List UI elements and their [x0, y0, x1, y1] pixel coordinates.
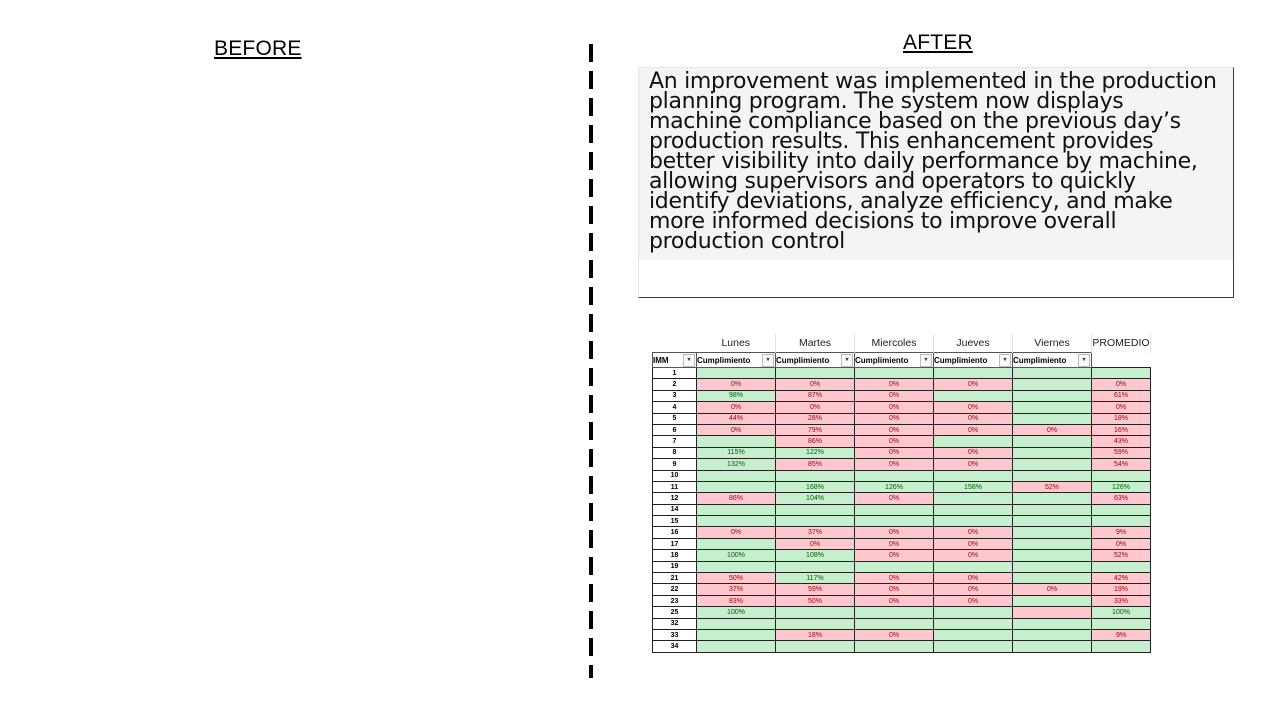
compliance-cell[interactable] — [1013, 493, 1092, 504]
compliance-cell[interactable] — [776, 641, 855, 652]
compliance-cell[interactable] — [1013, 436, 1092, 447]
filter-dropdown-icon[interactable]: ▾ — [683, 354, 695, 367]
promedio-cell[interactable]: 33% — [1092, 595, 1151, 606]
imm-cell[interactable]: 4 — [653, 402, 697, 413]
compliance-cell[interactable] — [855, 504, 934, 515]
compliance-cell[interactable] — [697, 516, 776, 527]
compliance-cell[interactable] — [697, 641, 776, 652]
promedio-cell[interactable] — [1092, 368, 1151, 379]
compliance-cell[interactable]: 0% — [697, 527, 776, 538]
promedio-cell[interactable]: 16% — [1092, 424, 1151, 435]
compliance-cell[interactable] — [1013, 447, 1092, 458]
promedio-cell[interactable]: 0% — [1092, 379, 1151, 390]
table-row — [653, 561, 1151, 572]
compliance-cell[interactable] — [697, 368, 776, 379]
compliance-cell[interactable]: 0% — [697, 424, 776, 435]
description-textbox[interactable] — [638, 67, 1234, 298]
promedio-cell[interactable] — [1092, 618, 1151, 629]
compliance-cell[interactable]: 0% — [855, 413, 934, 424]
table-row — [653, 516, 1151, 527]
compliance-cell[interactable] — [776, 561, 855, 572]
compliance-cell[interactable] — [1013, 470, 1092, 481]
compliance-cell[interactable]: 108% — [776, 550, 855, 561]
compliance-cell[interactable] — [697, 481, 776, 492]
table-row — [653, 459, 1151, 470]
compliance-cell[interactable]: 0% — [776, 538, 855, 549]
compliance-cell[interactable] — [1013, 504, 1092, 515]
compliance-cell[interactable] — [1013, 618, 1092, 629]
compliance-cell[interactable] — [697, 629, 776, 640]
compliance-cell[interactable]: 50% — [697, 573, 776, 584]
cumplimiento-header-label: Cumplimiento — [776, 355, 830, 365]
table-row — [653, 424, 1151, 435]
compliance-cell[interactable] — [855, 641, 934, 652]
imm-cell[interactable]: 5 — [653, 413, 697, 424]
compliance-cell[interactable]: 0% — [855, 390, 934, 401]
compliance-cell[interactable] — [697, 618, 776, 629]
day-header-lunes: Lunes — [697, 334, 776, 353]
compliance-cell[interactable] — [1013, 550, 1092, 561]
compliance-cell[interactable] — [1013, 595, 1092, 606]
compliance-cell[interactable]: 0% — [934, 379, 1013, 390]
compliance-cell[interactable] — [855, 561, 934, 572]
compliance-cell[interactable]: 0% — [697, 379, 776, 390]
table-row — [653, 368, 1151, 379]
table-row — [653, 584, 1151, 595]
compliance-cell[interactable]: 0% — [855, 584, 934, 595]
compliance-cell[interactable]: 83% — [697, 595, 776, 606]
promedio-cell[interactable]: 19% — [1092, 584, 1151, 595]
compliance-cell[interactable]: 115% — [697, 447, 776, 458]
imm-cell[interactable]: 22 — [653, 584, 697, 595]
compliance-cell[interactable]: 168% — [776, 481, 855, 492]
promedio-cell[interactable]: 61% — [1092, 390, 1151, 401]
compliance-cell[interactable] — [855, 470, 934, 481]
compliance-cell[interactable] — [1013, 561, 1092, 572]
day-header-martes: Martes — [776, 334, 855, 353]
compliance-cell[interactable]: 0% — [934, 595, 1013, 606]
table-row — [653, 379, 1151, 390]
promedio-cell[interactable]: 59% — [1092, 447, 1151, 458]
compliance-cell[interactable]: 0% — [934, 538, 1013, 549]
table-row — [653, 550, 1151, 561]
compliance-cell[interactable] — [1013, 390, 1092, 401]
imm-cell[interactable]: 10 — [653, 470, 697, 481]
compliance-cell[interactable] — [697, 504, 776, 515]
promedio-cell[interactable]: 126% — [1092, 481, 1151, 492]
imm-cell[interactable]: 25 — [653, 607, 697, 618]
cumplimiento-header[interactable] — [934, 353, 1013, 368]
imm-cell[interactable]: 3 — [653, 390, 697, 401]
compliance-cell[interactable]: 0% — [855, 550, 934, 561]
cumplimiento-header[interactable] — [1013, 353, 1092, 368]
compliance-cell[interactable] — [1013, 607, 1092, 618]
compliance-cell[interactable]: 28% — [776, 413, 855, 424]
compliance-cell[interactable] — [934, 561, 1013, 572]
promedio-cell[interactable] — [1092, 470, 1151, 481]
compliance-cell[interactable] — [1013, 573, 1092, 584]
corner-cell — [653, 334, 697, 353]
compliance-cell[interactable] — [934, 607, 1013, 618]
compliance-cell[interactable] — [776, 618, 855, 629]
compliance-cell[interactable] — [1013, 527, 1092, 538]
table-row — [653, 470, 1151, 481]
imm-cell[interactable]: 12 — [653, 493, 697, 504]
compliance-cell[interactable] — [855, 516, 934, 527]
compliance-cell[interactable] — [697, 436, 776, 447]
table-row — [653, 527, 1151, 538]
compliance-cell[interactable] — [934, 390, 1013, 401]
compliance-cell[interactable]: 0% — [1013, 584, 1092, 595]
compliance-cell[interactable] — [1013, 629, 1092, 640]
description-text: An improvement was implemented in the production planning program. The system now displays machine compliance based on the previous day’s production results. This enhancement provides better visibility into daily performance by machine, allowing supervisors and operators to quickly identify deviations, analyze efficiency, and make more informed decisions to improve overall production control — [649, 69, 1217, 254]
compliance-cell[interactable] — [697, 561, 776, 572]
compliance-cell[interactable] — [697, 470, 776, 481]
compliance-cell[interactable]: 98% — [697, 390, 776, 401]
compliance-cell[interactable] — [934, 641, 1013, 652]
compliance-cell[interactable]: 0% — [855, 436, 934, 447]
cumplimiento-header[interactable] — [697, 353, 776, 368]
filter-dropdown-icon[interactable]: ▾ — [999, 354, 1011, 367]
compliance-cell[interactable]: 126% — [855, 481, 934, 492]
table-row — [653, 447, 1151, 458]
promedio-cell[interactable]: 0% — [1092, 402, 1151, 413]
table-row — [653, 573, 1151, 584]
compliance-cell[interactable] — [1013, 459, 1092, 470]
cumplimiento-header[interactable] — [776, 353, 855, 368]
compliance-cell[interactable] — [776, 368, 855, 379]
compliance-cell[interactable]: 0% — [934, 550, 1013, 561]
compliance-cell[interactable]: 0% — [855, 493, 934, 504]
compliance-cell[interactable]: 0% — [934, 584, 1013, 595]
compliance-cell[interactable]: 0% — [855, 424, 934, 435]
before-heading: BEFORE — [214, 37, 302, 60]
compliance-cell[interactable]: 0% — [934, 527, 1013, 538]
compliance-cell[interactable] — [934, 516, 1013, 527]
compliance-cell[interactable]: 100% — [697, 550, 776, 561]
table-row — [653, 436, 1151, 447]
compliance-cell[interactable]: 0% — [697, 402, 776, 413]
imm-header[interactable] — [653, 353, 697, 368]
table-row — [653, 618, 1151, 629]
compliance-cell[interactable]: 0% — [855, 447, 934, 458]
day-header-viernes: Viernes — [1013, 334, 1092, 353]
compliance-cell[interactable]: 0% — [855, 629, 934, 640]
imm-cell[interactable]: 11 — [653, 481, 697, 492]
promedio-cell[interactable]: 52% — [1092, 550, 1151, 561]
promedio-cell[interactable]: 0% — [1092, 538, 1151, 549]
promedio-cell[interactable]: 63% — [1092, 493, 1151, 504]
cumplimiento-header-label: Cumplimiento — [855, 355, 909, 365]
dashed-divider — [589, 44, 593, 678]
after-heading: AFTER — [903, 31, 973, 54]
compliance-cell[interactable]: 59% — [776, 584, 855, 595]
compliance-cell[interactable]: 158% — [934, 481, 1013, 492]
compliance-cell[interactable] — [1013, 368, 1092, 379]
table-row — [653, 390, 1151, 401]
compliance-cell[interactable] — [1013, 538, 1092, 549]
compliance-cell[interactable] — [1013, 413, 1092, 424]
promedio-cell[interactable]: 9% — [1092, 527, 1151, 538]
promedio-cell[interactable]: 100% — [1092, 607, 1151, 618]
imm-header-label: IMM — [653, 355, 669, 365]
imm-cell[interactable]: 1 — [653, 368, 697, 379]
compliance-cell[interactable]: 0% — [1013, 424, 1092, 435]
compliance-cell[interactable]: 0% — [934, 573, 1013, 584]
compliance-cell[interactable]: 122% — [776, 447, 855, 458]
compliance-cell[interactable] — [934, 618, 1013, 629]
imm-cell[interactable]: 14 — [653, 504, 697, 515]
compliance-cell[interactable]: 0% — [855, 595, 934, 606]
compliance-cell[interactable] — [776, 516, 855, 527]
compliance-cell[interactable] — [1013, 379, 1092, 390]
cumplimiento-header-label: Cumplimiento — [697, 355, 751, 365]
compliance-cell[interactable]: 0% — [855, 459, 934, 470]
imm-cell[interactable]: 8 — [653, 447, 697, 458]
compliance-cell[interactable]: 0% — [934, 413, 1013, 424]
compliance-table — [652, 334, 1151, 653]
table-row — [653, 629, 1151, 640]
compliance-cell[interactable]: 50% — [776, 595, 855, 606]
promedio-cell[interactable] — [1092, 504, 1151, 515]
imm-cell[interactable]: 7 — [653, 436, 697, 447]
imm-cell[interactable]: 34 — [653, 641, 697, 652]
compliance-cell[interactable]: 85% — [776, 459, 855, 470]
table-row — [653, 481, 1151, 492]
promedio-header-blank — [1092, 353, 1151, 368]
compliance-cell[interactable]: 0% — [934, 447, 1013, 458]
compliance-cell[interactable]: 79% — [776, 424, 855, 435]
imm-cell[interactable]: 15 — [653, 516, 697, 527]
imm-cell[interactable]: 18 — [653, 550, 697, 561]
compliance-cell[interactable]: 100% — [697, 607, 776, 618]
compliance-rows — [653, 368, 1151, 653]
imm-cell[interactable]: 32 — [653, 618, 697, 629]
compliance-cell[interactable] — [776, 607, 855, 618]
promedio-cell[interactable]: 54% — [1092, 459, 1151, 470]
day-header-promedio: PROMEDIO — [1092, 334, 1151, 353]
compliance-cell[interactable]: 0% — [934, 459, 1013, 470]
compliance-cell[interactable]: 0% — [776, 379, 855, 390]
compliance-cell[interactable]: 52% — [1013, 481, 1092, 492]
table-row — [653, 504, 1151, 515]
compliance-cell[interactable]: 86% — [776, 436, 855, 447]
compliance-cell[interactable]: 87% — [776, 390, 855, 401]
compliance-cell[interactable]: 0% — [855, 573, 934, 584]
imm-cell[interactable]: 33 — [653, 629, 697, 640]
compliance-cell[interactable] — [934, 493, 1013, 504]
compliance-cell[interactable]: 18% — [776, 629, 855, 640]
compliance-cell[interactable] — [934, 368, 1013, 379]
day-header-miercoles: Miercoles — [855, 334, 934, 353]
table-row — [653, 607, 1151, 618]
imm-cell[interactable]: 9 — [653, 459, 697, 470]
cumplimiento-header-label: Cumplimiento — [934, 355, 988, 365]
imm-cell[interactable]: 21 — [653, 573, 697, 584]
compliance-cell[interactable]: 117% — [776, 573, 855, 584]
compliance-cell[interactable] — [776, 470, 855, 481]
filter-dropdown-icon[interactable]: ▾ — [762, 354, 774, 367]
compliance-cell[interactable] — [934, 470, 1013, 481]
compliance-cell[interactable] — [934, 504, 1013, 515]
compliance-cell[interactable] — [1013, 402, 1092, 413]
promedio-cell[interactable]: 42% — [1092, 573, 1151, 584]
compliance-cell[interactable] — [1013, 641, 1092, 652]
table-row — [653, 413, 1151, 424]
compliance-cell[interactable]: 86% — [697, 493, 776, 504]
imm-cell[interactable]: 19 — [653, 561, 697, 572]
compliance-cell[interactable]: 0% — [855, 538, 934, 549]
promedio-cell[interactable]: 9% — [1092, 629, 1151, 640]
imm-cell[interactable]: 16 — [653, 527, 697, 538]
compliance-cell[interactable]: 0% — [855, 379, 934, 390]
promedio-cell[interactable]: 18% — [1092, 413, 1151, 424]
compliance-cell[interactable] — [855, 618, 934, 629]
imm-cell[interactable]: 23 — [653, 595, 697, 606]
compliance-spreadsheet — [652, 334, 1151, 653]
compliance-cell[interactable]: 0% — [934, 424, 1013, 435]
promedio-cell[interactable] — [1092, 641, 1151, 652]
compliance-cell[interactable] — [697, 538, 776, 549]
compliance-cell[interactable]: 0% — [855, 402, 934, 413]
promedio-cell[interactable] — [1092, 516, 1151, 527]
table-row — [653, 641, 1151, 652]
compliance-cell[interactable]: 0% — [934, 402, 1013, 413]
promedio-cell[interactable]: 43% — [1092, 436, 1151, 447]
compliance-cell[interactable]: 132% — [697, 459, 776, 470]
filter-dropdown-icon[interactable]: ▾ — [841, 354, 853, 367]
column-header-row — [653, 353, 1151, 368]
compliance-cell[interactable]: 104% — [776, 493, 855, 504]
compliance-cell[interactable] — [934, 629, 1013, 640]
compliance-cell[interactable] — [1013, 516, 1092, 527]
promedio-cell[interactable] — [1092, 561, 1151, 572]
imm-cell[interactable]: 2 — [653, 379, 697, 390]
compliance-cell[interactable]: 0% — [776, 402, 855, 413]
compliance-cell[interactable]: 37% — [776, 527, 855, 538]
table-row — [653, 538, 1151, 549]
table-row — [653, 595, 1151, 606]
cumplimiento-header-label: Cumplimiento — [1013, 355, 1067, 365]
compliance-cell[interactable]: 0% — [855, 527, 934, 538]
imm-cell[interactable]: 6 — [653, 424, 697, 435]
table-row — [653, 493, 1151, 504]
cumplimiento-header[interactable] — [855, 353, 934, 368]
compliance-cell[interactable] — [855, 368, 934, 379]
compliance-cell[interactable] — [855, 607, 934, 618]
filter-dropdown-icon[interactable]: ▾ — [1078, 354, 1090, 367]
compliance-cell[interactable] — [776, 504, 855, 515]
compliance-cell[interactable]: 44% — [697, 413, 776, 424]
compliance-cell[interactable] — [934, 436, 1013, 447]
compliance-cell[interactable]: 37% — [697, 584, 776, 595]
day-header-row — [653, 334, 1151, 353]
filter-dropdown-icon[interactable]: ▾ — [920, 354, 932, 367]
table-row — [653, 402, 1151, 413]
day-header-jueves: Jueves — [934, 334, 1013, 353]
imm-cell[interactable]: 17 — [653, 538, 697, 549]
